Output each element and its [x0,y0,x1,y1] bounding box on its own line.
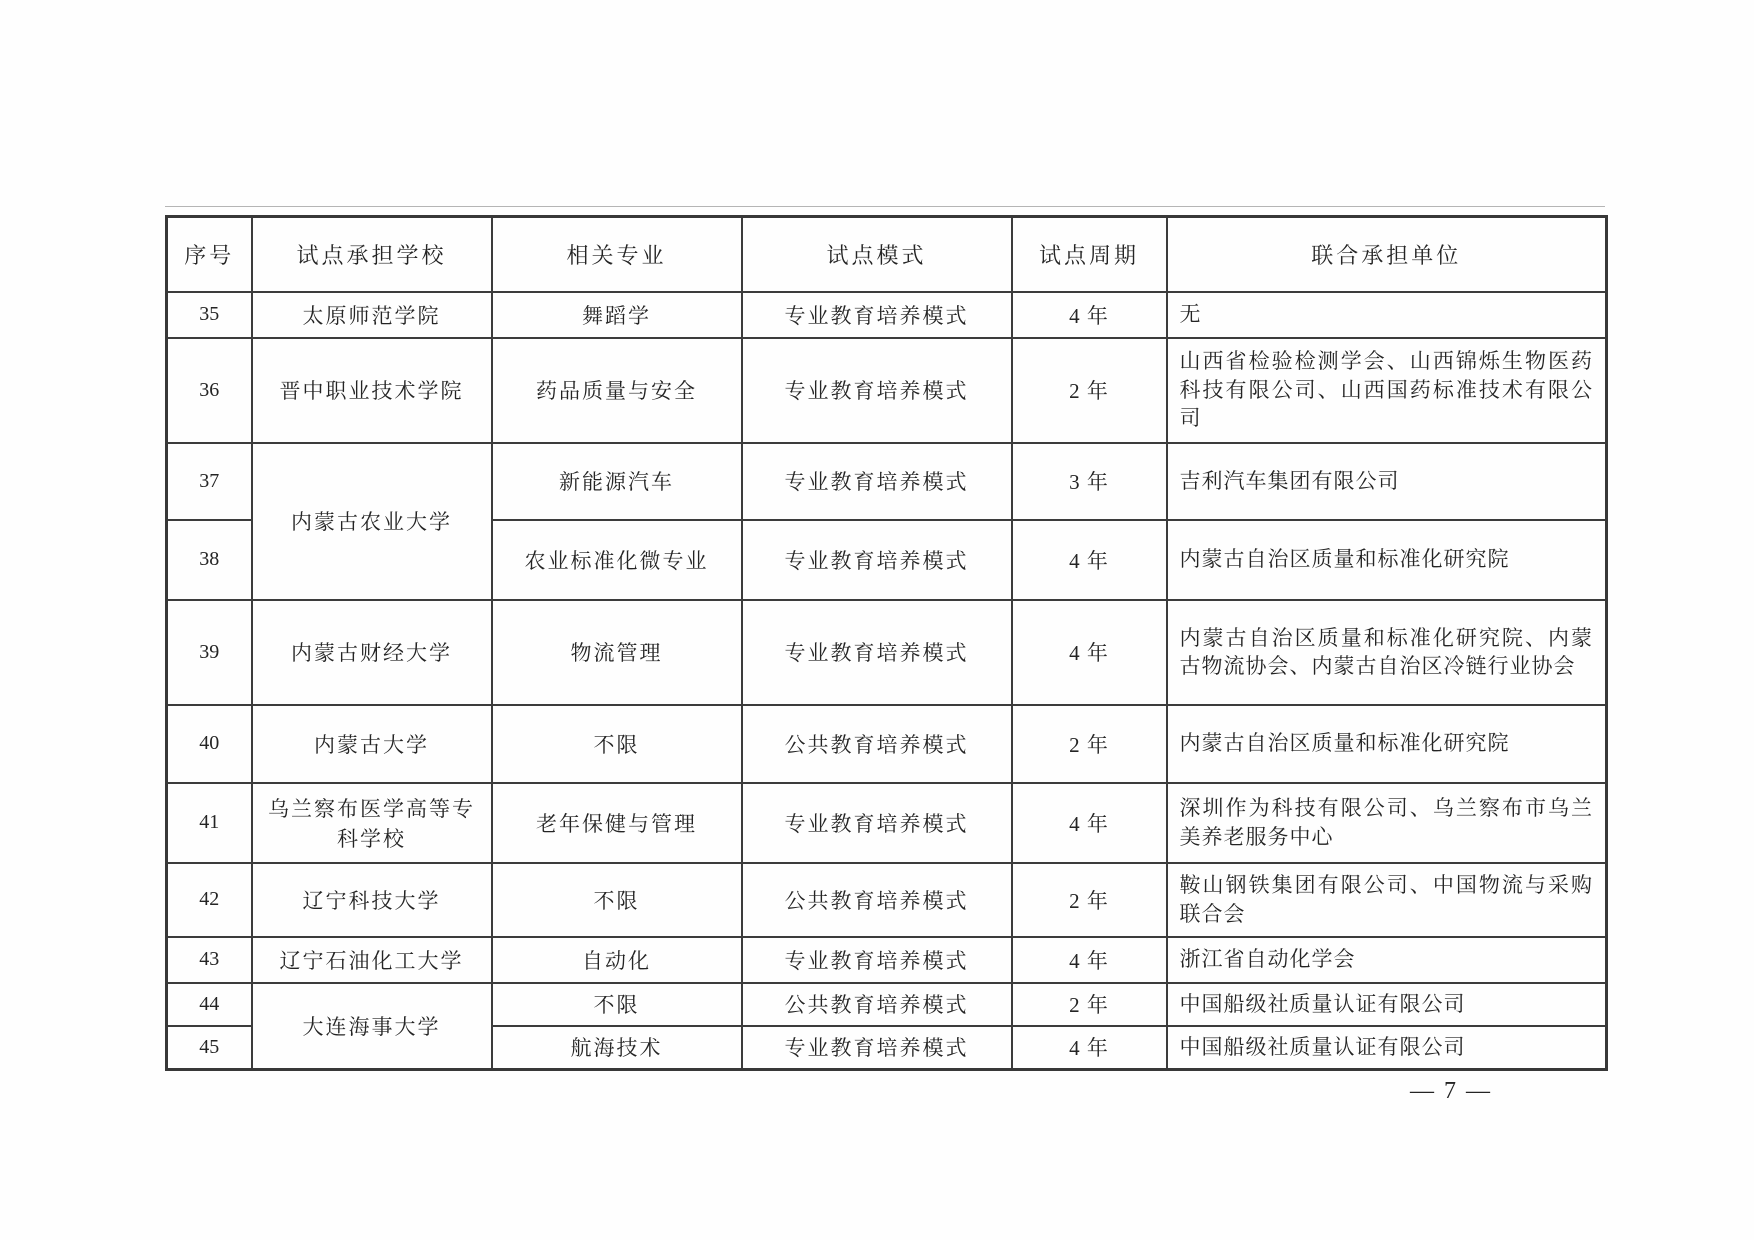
cell-pilot-mode: 专业教育培养模式 [742,600,1012,705]
cell-school: 太原师范学院 [252,292,492,338]
cell-major: 舞蹈学 [492,292,742,338]
cell-pilot-period: 2 年 [1012,983,1167,1026]
cell-joint-partner: 内蒙古自治区质量和标准化研究院 [1167,705,1607,783]
cell-serial-number: 39 [167,600,252,705]
page-number: — 7 — [1410,1078,1492,1104]
cell-pilot-period: 4 年 [1012,292,1167,338]
cell-joint-partner: 山西省检验检测学会、山西锦烁生物医药科技有限公司、山西国药标准技术有限公司 [1167,338,1607,443]
cell-school: 乌兰察布医学高等专科学校 [252,783,492,863]
cell-pilot-period: 4 年 [1012,1026,1167,1070]
cell-school: 大连海事大学 [252,983,492,1070]
cell-school: 晋中职业技术学院 [252,338,492,443]
column-header-1: 试点承担学校 [252,217,492,292]
cell-major: 不限 [492,983,742,1026]
cell-pilot-mode: 专业教育培养模式 [742,338,1012,443]
cell-pilot-period: 2 年 [1012,863,1167,937]
table-row [167,783,1607,863]
cell-joint-partner: 中国船级社质量认证有限公司 [1167,983,1607,1026]
cell-pilot-period: 4 年 [1012,937,1167,983]
cell-school: 辽宁科技大学 [252,863,492,937]
cell-school: 内蒙古大学 [252,705,492,783]
cell-serial-number: 44 [167,983,252,1026]
cell-major: 物流管理 [492,600,742,705]
column-header-4: 试点周期 [1012,217,1167,292]
cell-serial-number: 43 [167,937,252,983]
cell-joint-partner: 吉利汽车集团有限公司 [1167,443,1607,520]
cell-major: 不限 [492,863,742,937]
cell-serial-number: 40 [167,705,252,783]
cell-pilot-period: 4 年 [1012,783,1167,863]
cell-serial-number: 36 [167,338,252,443]
cell-pilot-mode: 公共教育培养模式 [742,983,1012,1026]
cell-pilot-mode: 专业教育培养模式 [742,937,1012,983]
cell-joint-partner: 深圳作为科技有限公司、乌兰察布市乌兰美养老服务中心 [1167,783,1607,863]
cell-joint-partner: 内蒙古自治区质量和标准化研究院 [1167,520,1607,600]
cell-pilot-period: 3 年 [1012,443,1167,520]
cell-pilot-period: 2 年 [1012,705,1167,783]
table-row [167,338,1607,443]
cell-major: 航海技术 [492,1026,742,1070]
cell-school: 内蒙古农业大学 [252,443,492,600]
cell-school: 辽宁石油化工大学 [252,937,492,983]
pilot-program-table [165,215,1608,1071]
cell-joint-partner: 内蒙古自治区质量和标准化研究院、内蒙古物流协会、内蒙古自治区冷链行业协会 [1167,600,1607,705]
cell-joint-partner: 浙江省自动化学会 [1167,937,1607,983]
cell-serial-number: 45 [167,1026,252,1070]
cell-serial-number: 37 [167,443,252,520]
cell-pilot-period: 4 年 [1012,520,1167,600]
cell-school: 内蒙古财经大学 [252,600,492,705]
column-header-2: 相关专业 [492,217,742,292]
cell-serial-number: 38 [167,520,252,600]
table-row [167,443,1607,520]
cell-joint-partner: 中国船级社质量认证有限公司 [1167,1026,1607,1070]
cell-major: 自动化 [492,937,742,983]
scan-artifact-line [165,206,1605,207]
cell-serial-number: 42 [167,863,252,937]
cell-major: 农业标准化微专业 [492,520,742,600]
cell-major: 药品质量与安全 [492,338,742,443]
table-row [167,292,1607,338]
cell-joint-partner: 无 [1167,292,1607,338]
table-row [167,937,1607,983]
cell-serial-number: 41 [167,783,252,863]
table-row [167,863,1607,937]
cell-pilot-period: 4 年 [1012,600,1167,705]
cell-pilot-period: 2 年 [1012,338,1167,443]
cell-joint-partner: 鞍山钢铁集团有限公司、中国物流与采购联合会 [1167,863,1607,937]
column-header-0: 序号 [167,217,252,292]
cell-pilot-mode: 专业教育培养模式 [742,520,1012,600]
table-header-row [167,217,1607,292]
cell-major: 不限 [492,705,742,783]
cell-major: 老年保健与管理 [492,783,742,863]
cell-pilot-mode: 专业教育培养模式 [742,1026,1012,1070]
cell-major: 新能源汽车 [492,443,742,520]
cell-pilot-mode: 公共教育培养模式 [742,705,1012,783]
table-row [167,600,1607,705]
column-header-3: 试点模式 [742,217,1012,292]
table-row [167,983,1607,1026]
cell-pilot-mode: 公共教育培养模式 [742,863,1012,937]
column-header-5: 联合承担单位 [1167,217,1607,292]
cell-pilot-mode: 专业教育培养模式 [742,443,1012,520]
cell-pilot-mode: 专业教育培养模式 [742,292,1012,338]
cell-serial-number: 35 [167,292,252,338]
table-row [167,705,1607,783]
cell-pilot-mode: 专业教育培养模式 [742,783,1012,863]
